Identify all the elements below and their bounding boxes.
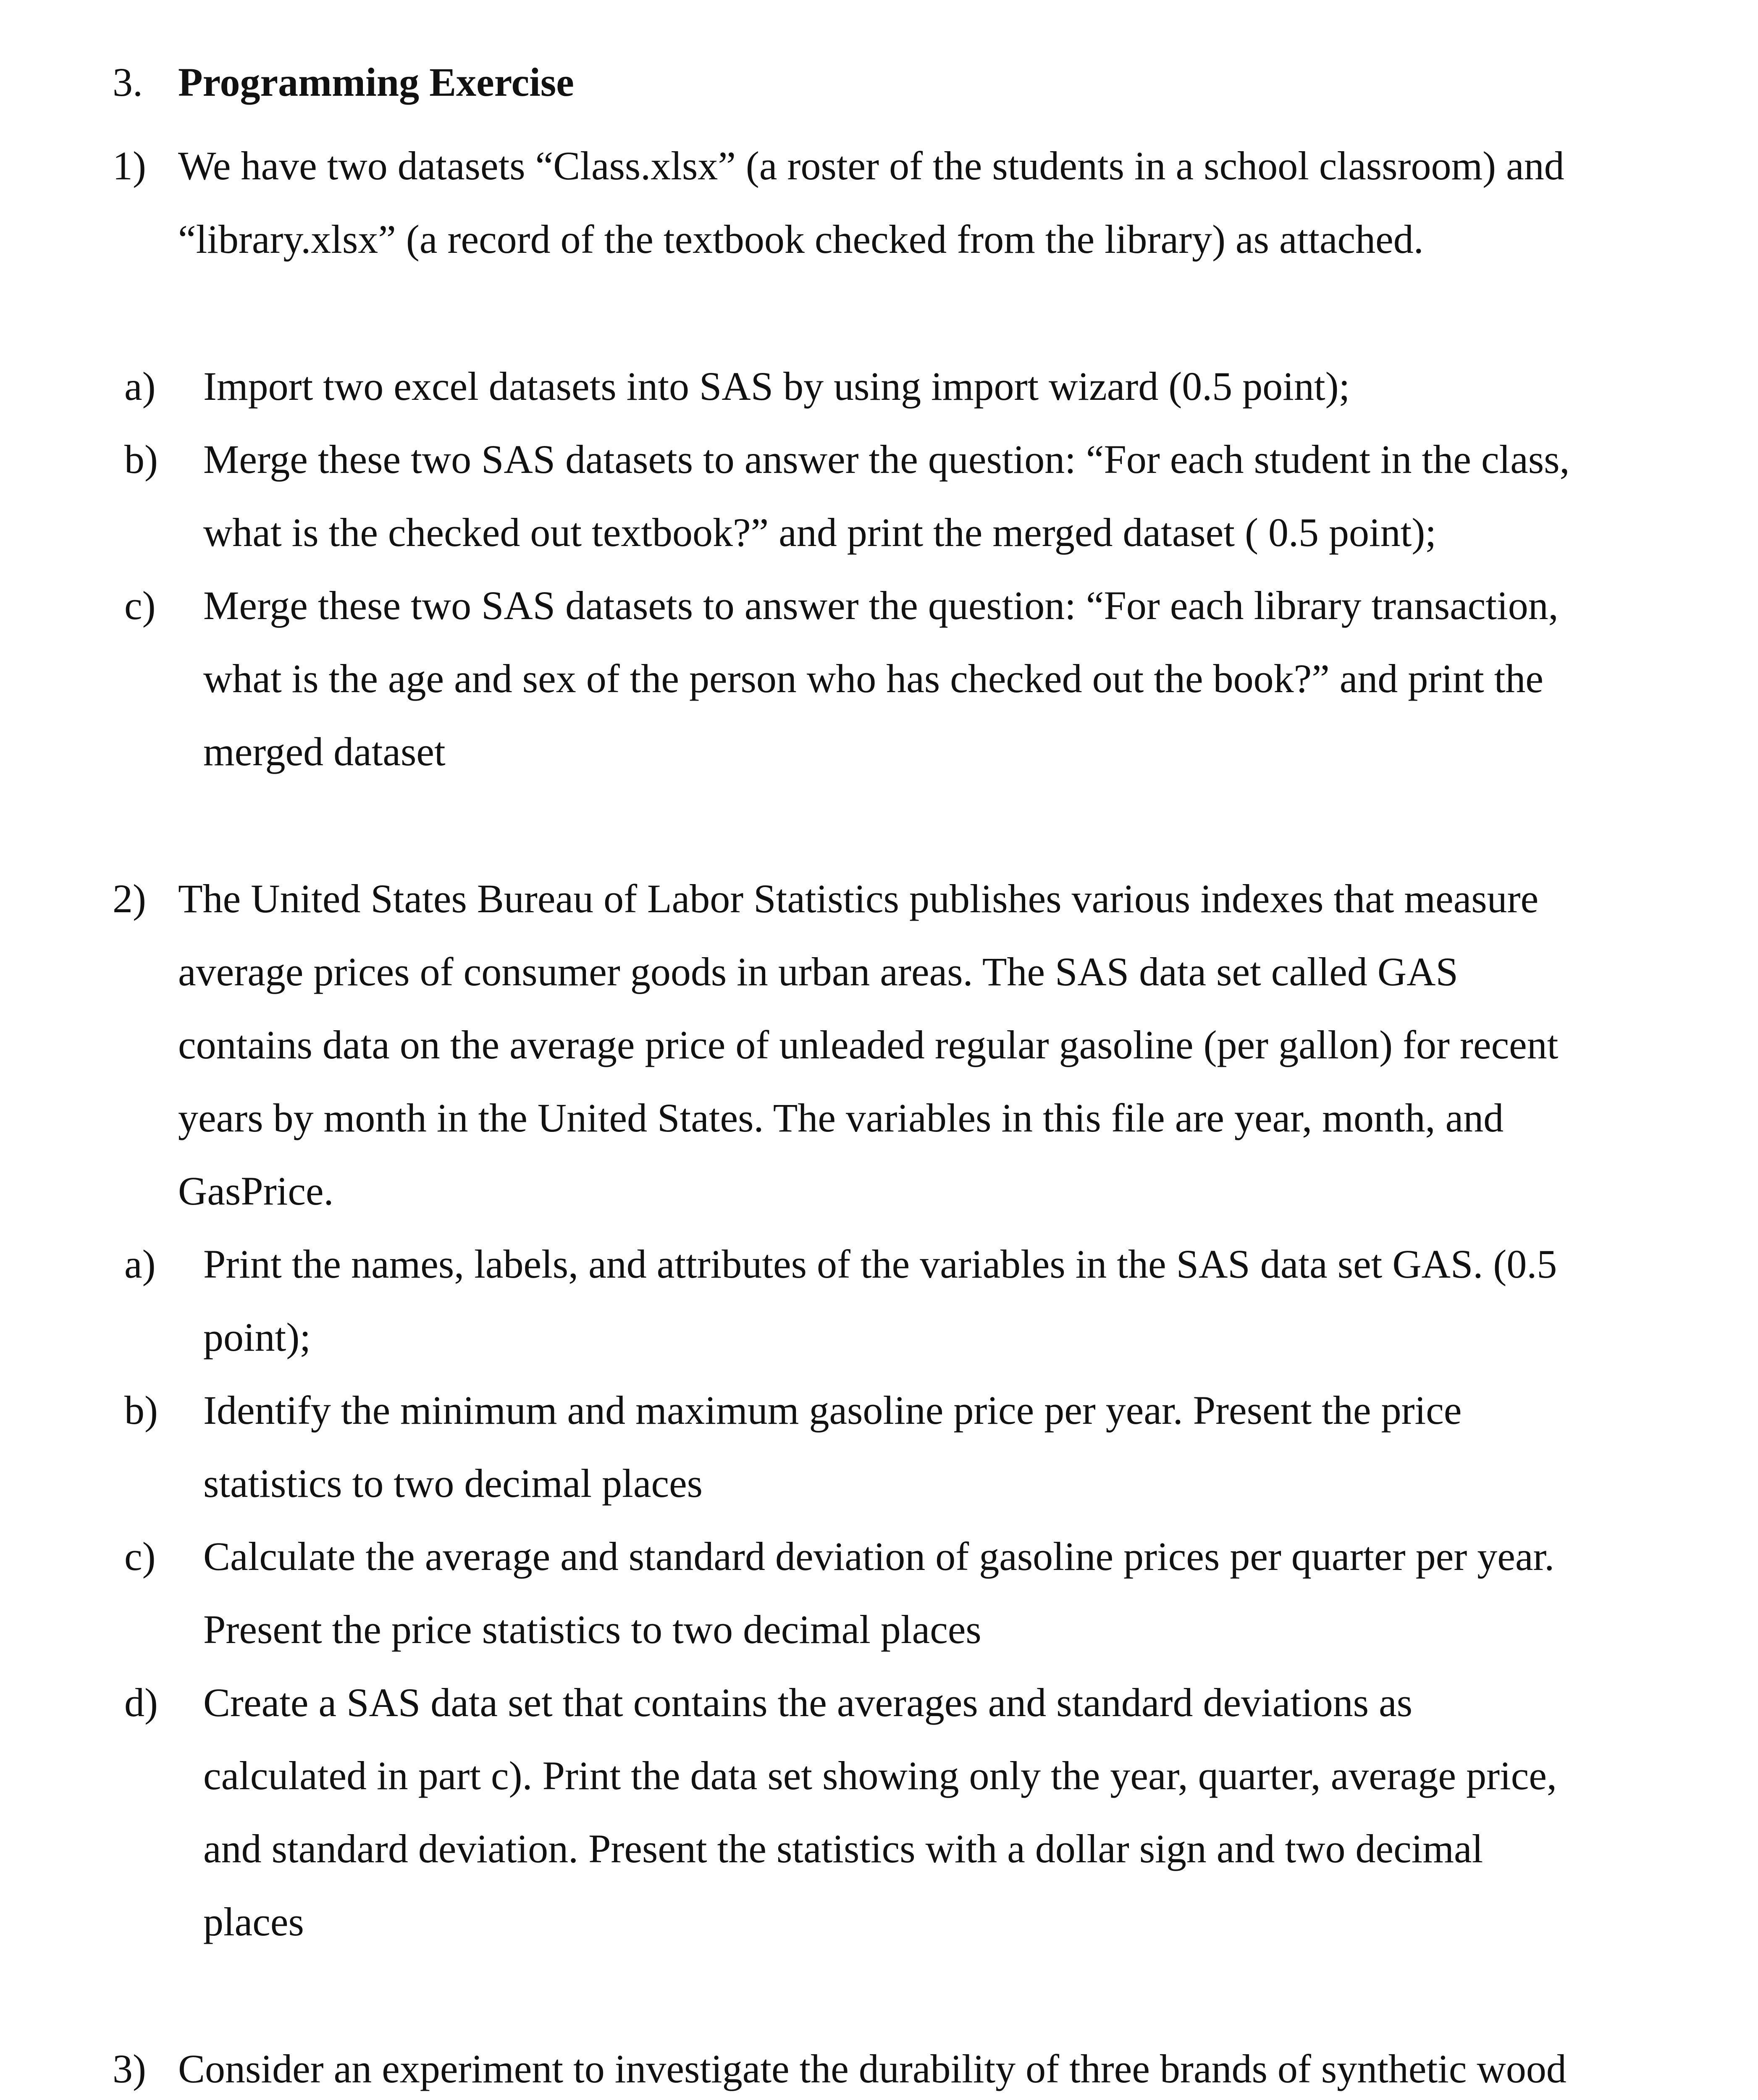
q1-part-a-line-1: Import two excel datasets into SAS by using import wizard (0.5 point);: [203, 364, 1350, 409]
q2-part-d-line-2: calculated in part c). Print the data set showing only the year, quarter, average price,: [203, 1753, 1557, 1798]
q2-part-b-line-1: Identify the minimum and maximum gasoline price per year. Present the price: [203, 1388, 1462, 1433]
q1-part-b-line-1: Merge these two SAS datasets to answer the question: “For each student in the class,: [203, 437, 1570, 482]
q2-line-4: years by month in the United States. The variables in this file are year, month, and: [178, 1095, 1504, 1140]
q2-part-d-line-3: and standard deviation. Present the statistics with a dollar sign and two decimal: [203, 1826, 1483, 1871]
q1-part-c-label: c): [124, 583, 156, 628]
q2-line-1: The United States Bureau of Labor Statistics publishes various indexes that measure: [178, 876, 1539, 921]
q2-part-a-label: a): [124, 1242, 156, 1286]
q1-part-c-line-1: Merge these two SAS datasets to answer the question: “For each library transaction,: [203, 583, 1559, 628]
q2-part-b-line-2: statistics to two decimal places: [203, 1461, 703, 1506]
q2-line-5: GasPrice.: [178, 1168, 334, 1213]
q1-part-c-line-2: what is the age and sex of the person who has checked out the book?” and print the: [203, 656, 1544, 701]
q2-line-3: contains data on the average price of unleaded regular gasoline (per gallon) for recent: [178, 1022, 1559, 1067]
q1-part-b-line-2: what is the checked out textbook?” and print the merged dataset ( 0.5 point);: [203, 510, 1437, 555]
q1-part-b-label: b): [124, 437, 158, 482]
q1-line-2: “library.xlsx” (a record of the textbook checked from the library) as attached.: [178, 217, 1424, 262]
q1-line-1: We have two datasets “Class.xlsx” (a roster of the students in a school classroom) and: [178, 143, 1564, 188]
q2-part-d-line-1: Create a SAS data set that contains the averages and standard deviations as: [203, 1680, 1413, 1725]
section-title: Programming Exercise: [178, 60, 574, 105]
q2-part-c-label: c): [124, 1534, 156, 1579]
q2-part-a-line-2: point);: [203, 1315, 311, 1360]
q2-number: 2): [113, 876, 146, 921]
q2-part-d-line-4: places: [203, 1899, 304, 1944]
q2-part-d-label: d): [124, 1680, 158, 1725]
q2-part-c-line-2: Present the price statistics to two decimal places: [203, 1607, 981, 1652]
q2-part-a-line-1: Print the names, labels, and attributes of the variables in the SAS data set GAS. (0.5: [203, 1242, 1557, 1286]
q3-number: 3): [113, 2046, 146, 2091]
q1-part-a-label: a): [124, 364, 156, 409]
section-number: 3.: [113, 60, 143, 105]
q3-line-1: Consider an experiment to investigate the durability of three brands of synthetic wood: [178, 2046, 1566, 2091]
q1-number: 1): [113, 143, 146, 188]
q2-line-2: average prices of consumer goods in urban areas. The SAS data set called GAS: [178, 949, 1458, 994]
q2-part-c-line-1: Calculate the average and standard deviation of gasoline prices per quarter per year.: [203, 1534, 1555, 1579]
q1-part-c-line-3: merged dataset: [203, 729, 446, 774]
q2-part-b-label: b): [124, 1388, 158, 1433]
